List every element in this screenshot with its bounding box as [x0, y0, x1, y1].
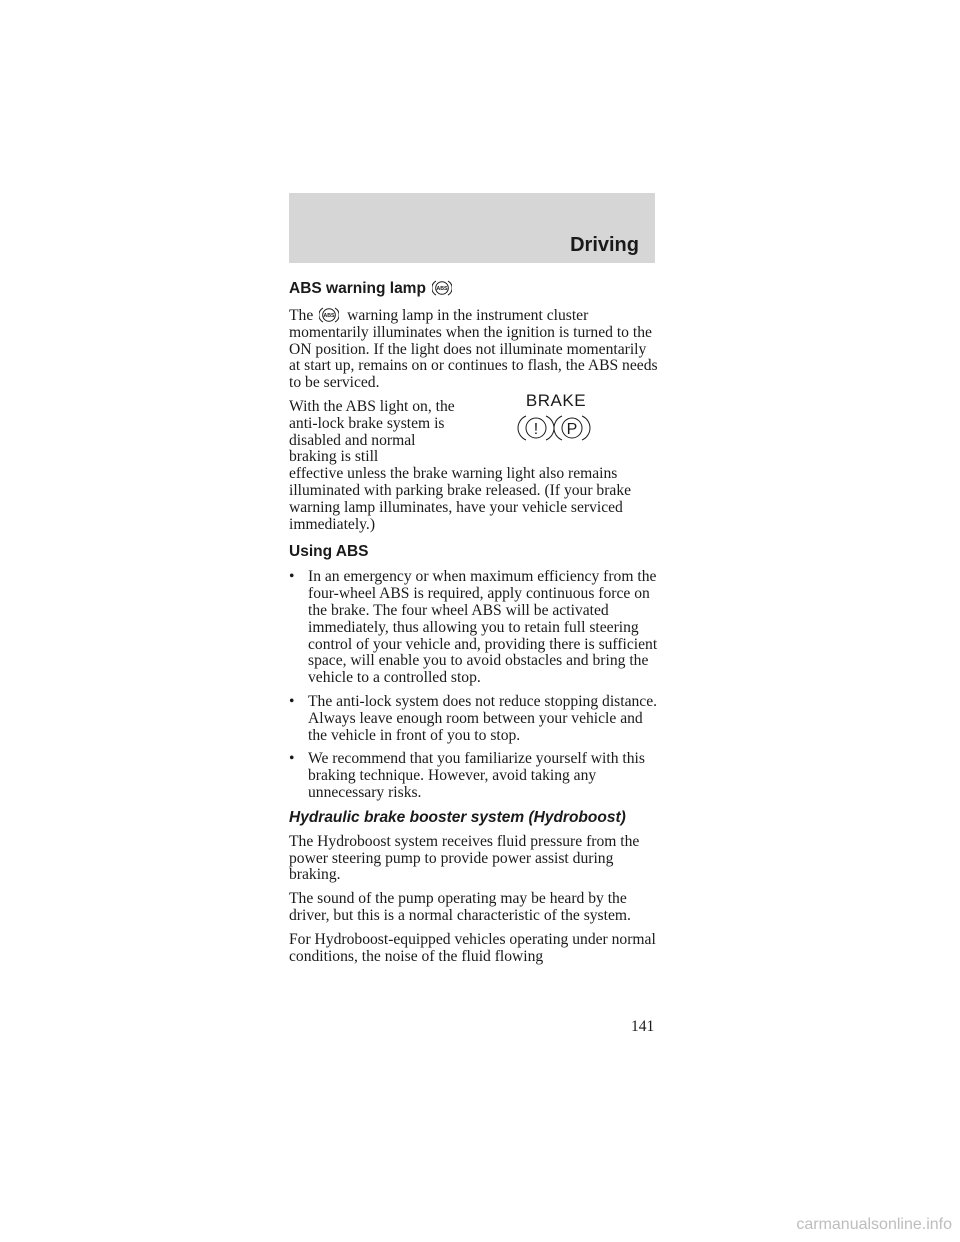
- abs-icon-text: ABS: [436, 286, 448, 292]
- abs-light-on-paragraph-rest: effective unless the brake warning light also remains illuminated with parking brake released. (If your brake warning lamp illuminates, have your vehicle serviced immediately.): [289, 465, 632, 533]
- hydroboost-paragraph: For Hydroboost-equipped vehicles operating under normal conditions, the noise of the fluid flowing: [289, 930, 656, 965]
- abs-warning-icon: [319, 306, 339, 324]
- list-item: [289, 569, 659, 687]
- hydroboost-paragraph: The Hydroboost system receives fluid pressure from the power steering pump to provide power assist during braking.: [289, 832, 640, 884]
- page-content: [289, 279, 659, 972]
- abs-lamp-heading-text: ABS warning lamp: [289, 280, 426, 297]
- list-item: [289, 751, 659, 801]
- brake-symbols-icon: [517, 413, 595, 443]
- abs-lamp-paragraph-pre: The: [289, 307, 314, 324]
- hydroboost-paragraph: The sound of the pump operating may be heard by the driver, but this is a normal characteristic of the system.: [289, 890, 631, 924]
- hydroboost-heading: Hydraulic brake booster system (Hydroboost): [289, 808, 626, 826]
- section-header-band: [289, 193, 655, 263]
- page-number: 141: [631, 1018, 655, 1035]
- abs-lamp-paragraph-post: warning lamp in the instrument cluster momentarily illuminates when the ignition is turned to the ON position. If the light does not illuminate momentarily at start up, remains on or continues to flash, the ABS needs to be serviced.: [289, 307, 658, 392]
- bullet-dot: •: [289, 568, 295, 586]
- using-abs-list: [289, 569, 659, 801]
- abs-light-on-paragraph-start: With the ABS light on, the anti-lock brake system is disabled and normal braking is still: [289, 397, 455, 466]
- abs-icon-text: ABS: [323, 313, 335, 319]
- watermark: carmanualsonline.info: [796, 1216, 952, 1233]
- abs-warning-icon: [432, 279, 452, 297]
- brake-icon-word: BRAKE: [525, 390, 587, 410]
- abs-lamp-paragraph: [289, 306, 659, 392]
- brake-icon-exclamation: !: [533, 420, 539, 438]
- brake-icon-p: P: [566, 420, 578, 438]
- list-item-text: The anti-lock system does not reduce stopping distance. Always leave enough room between your vehicle and the vehicle in front of you to stop.: [308, 692, 658, 744]
- list-item-text: We recommend that you familiarize yourself with this braking technique. However, avoid taking any unnecessary risks.: [308, 750, 645, 801]
- bullet-dot: •: [289, 750, 295, 768]
- list-item-text: In an emergency or when maximum efficiency from the four-wheel ABS is required, apply continuous force on the brake. The four wheel ABS will be activated immediately, thus allowing you to retain full steering control of your vehicle and, providing there is sufficient space, will enable you to avoid obstacles and bring the vehicle to a controlled stop.: [308, 568, 658, 687]
- brake-lamp-row: [289, 390, 659, 466]
- bullet-dot: •: [289, 692, 295, 710]
- abs-lamp-heading: [289, 279, 659, 298]
- using-abs-heading: Using ABS: [289, 543, 369, 561]
- brake-warning-icon: [517, 390, 595, 449]
- section-title: Driving: [570, 234, 639, 256]
- list-item: [289, 694, 659, 744]
